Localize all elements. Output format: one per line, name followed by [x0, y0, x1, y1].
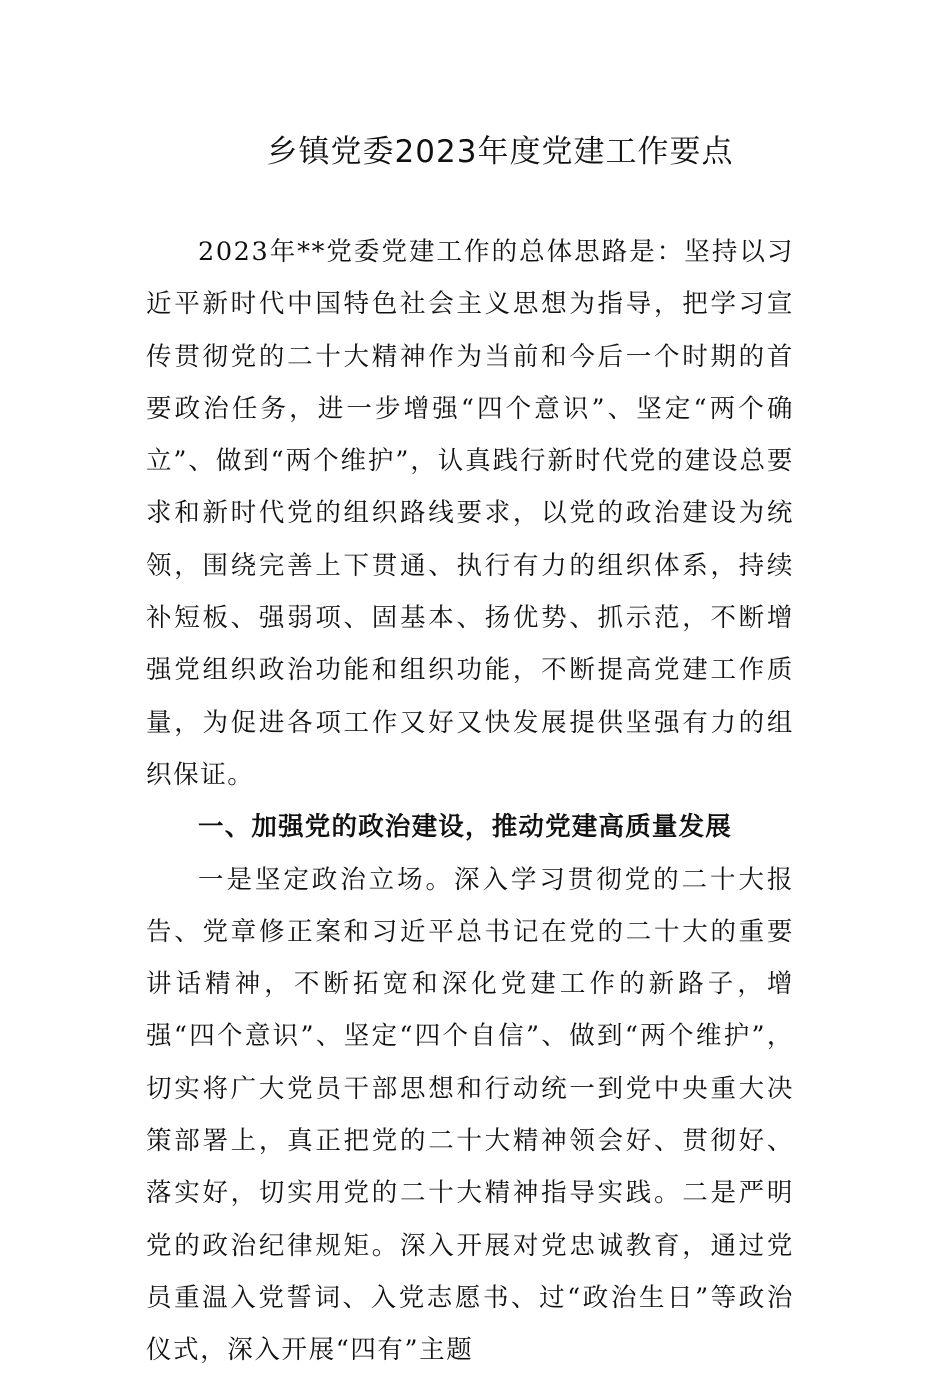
document-title: 乡镇党委2023年度党建工作要点 — [266, 134, 734, 170]
intro-paragraph: 2023年**党委党建工作的总体思路是：坚持以习近平新时代中国特色社会主义思想为指导，把学习宣传贯彻党的二十大精神作为当前和今后一个时期的首要政治任务，进一步增强“四个意识”、坚定“两个确立”、做到“两个维护”，认真践行新时代党的建设总要求和新时代党的组织路线要求，以党的政治建设为统领，围绕完善上下贯通、执行有力的组织体系，持续补短板、强弱项、固基本、扬优势、抓示范，不断增强党组织政治功能和组织功能，不断提高党建工作质量，为促进各项工作又好又快发展提供坚强有力的组织保证。 — [146, 237, 794, 790]
section-1-paragraph: 一是坚定政治立场。深入学习贯彻党的二十大报告、党章修正案和习近平总书记在党的二十大的重要讲话精神，不断拓宽和深化党建工作的新路子，增强“四个意识”、坚定“四个自信”、做到“两个维护”，切实将广大党员干部思想和行动统一到党中央重大决策部署上，真正把党的二十大精神领会好、贯彻好、落实好，切实用党的二十大精神指导实践。二是严明党的政治纪律规矩。深入开展对党忠诚教育，通过党员重温入党誓词、入党志愿书、过“政治生日”等政治仪式，深入开展“四有”主题 — [146, 864, 794, 1366]
document-body — [146, 226, 794, 1377]
section-heading-1: 一、加强党的政治建设，推动党建高质量发展 — [198, 812, 733, 843]
